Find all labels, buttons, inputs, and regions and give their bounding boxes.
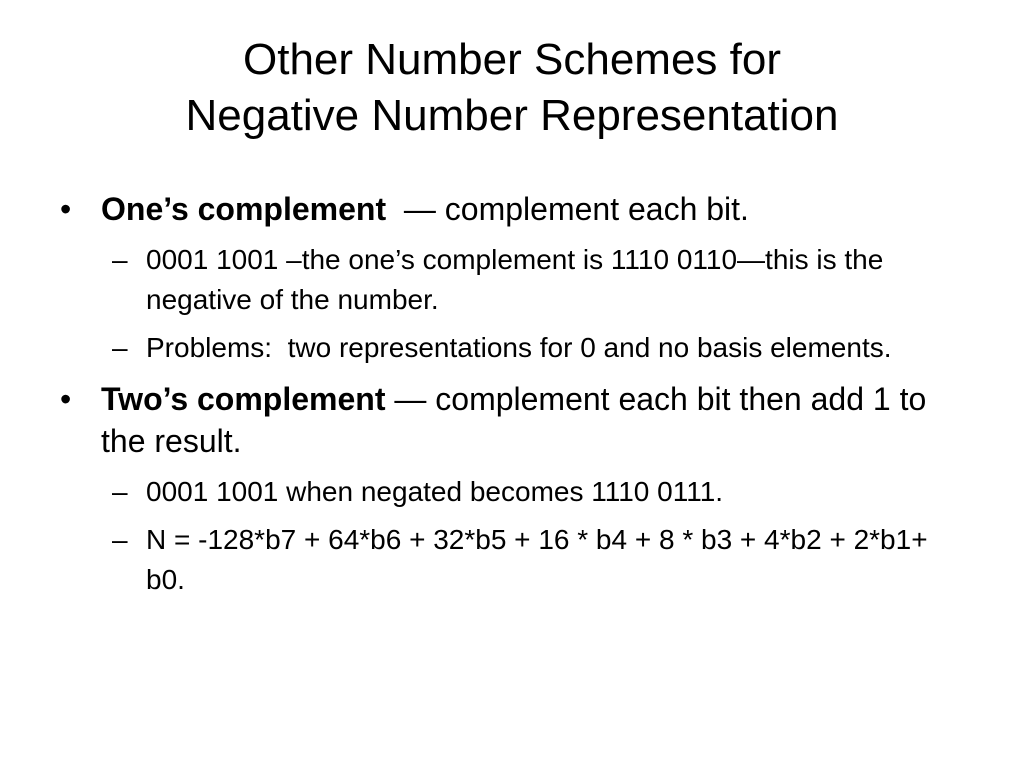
bullet-text: — complement each bit then add 1 to the result.: [101, 381, 936, 459]
bullet-marker: •: [60, 381, 72, 417]
bullet-term: Two’s complement: [101, 381, 386, 417]
bullet-text: — complement each bit.: [386, 191, 749, 227]
sub-bullet-ones-example: [60, 240, 970, 320]
slide-body: [60, 188, 970, 608]
sub-bullet-text: Problems: two representations for 0 and no basis elements.: [146, 332, 892, 363]
sub-bullet-text: N = -128*b7 + 64*b6 + 32*b5 + 16 * b4 + 8 * b3 + 4*b2 + 2*b1+ b0.: [146, 524, 928, 595]
slide-title: [40, 32, 984, 144]
bullet-twos-complement: [60, 378, 970, 462]
sub-bullet-marker: –: [112, 244, 128, 275]
sub-bullet-twos-formula: [60, 520, 970, 600]
title-line-1: Other Number Schemes for: [243, 35, 781, 84]
sub-bullet-marker: –: [112, 524, 128, 555]
sub-bullet-twos-example: [60, 472, 970, 512]
sub-bullet-ones-problems: [60, 328, 970, 368]
bullet-ones-complement: [60, 188, 970, 230]
bullet-term: One’s complement: [101, 191, 387, 227]
sub-bullet-marker: –: [112, 476, 128, 507]
sub-bullet-text: 0001 1001 when negated becomes 1110 0111.: [146, 476, 724, 507]
sub-bullet-text: 0001 1001 –the one’s complement is 1110 0110—this is the negative of the number.: [146, 244, 884, 315]
sub-bullet-marker: –: [112, 332, 128, 363]
bullet-marker: •: [60, 191, 72, 227]
title-line-2: Negative Number Representation: [185, 91, 839, 140]
